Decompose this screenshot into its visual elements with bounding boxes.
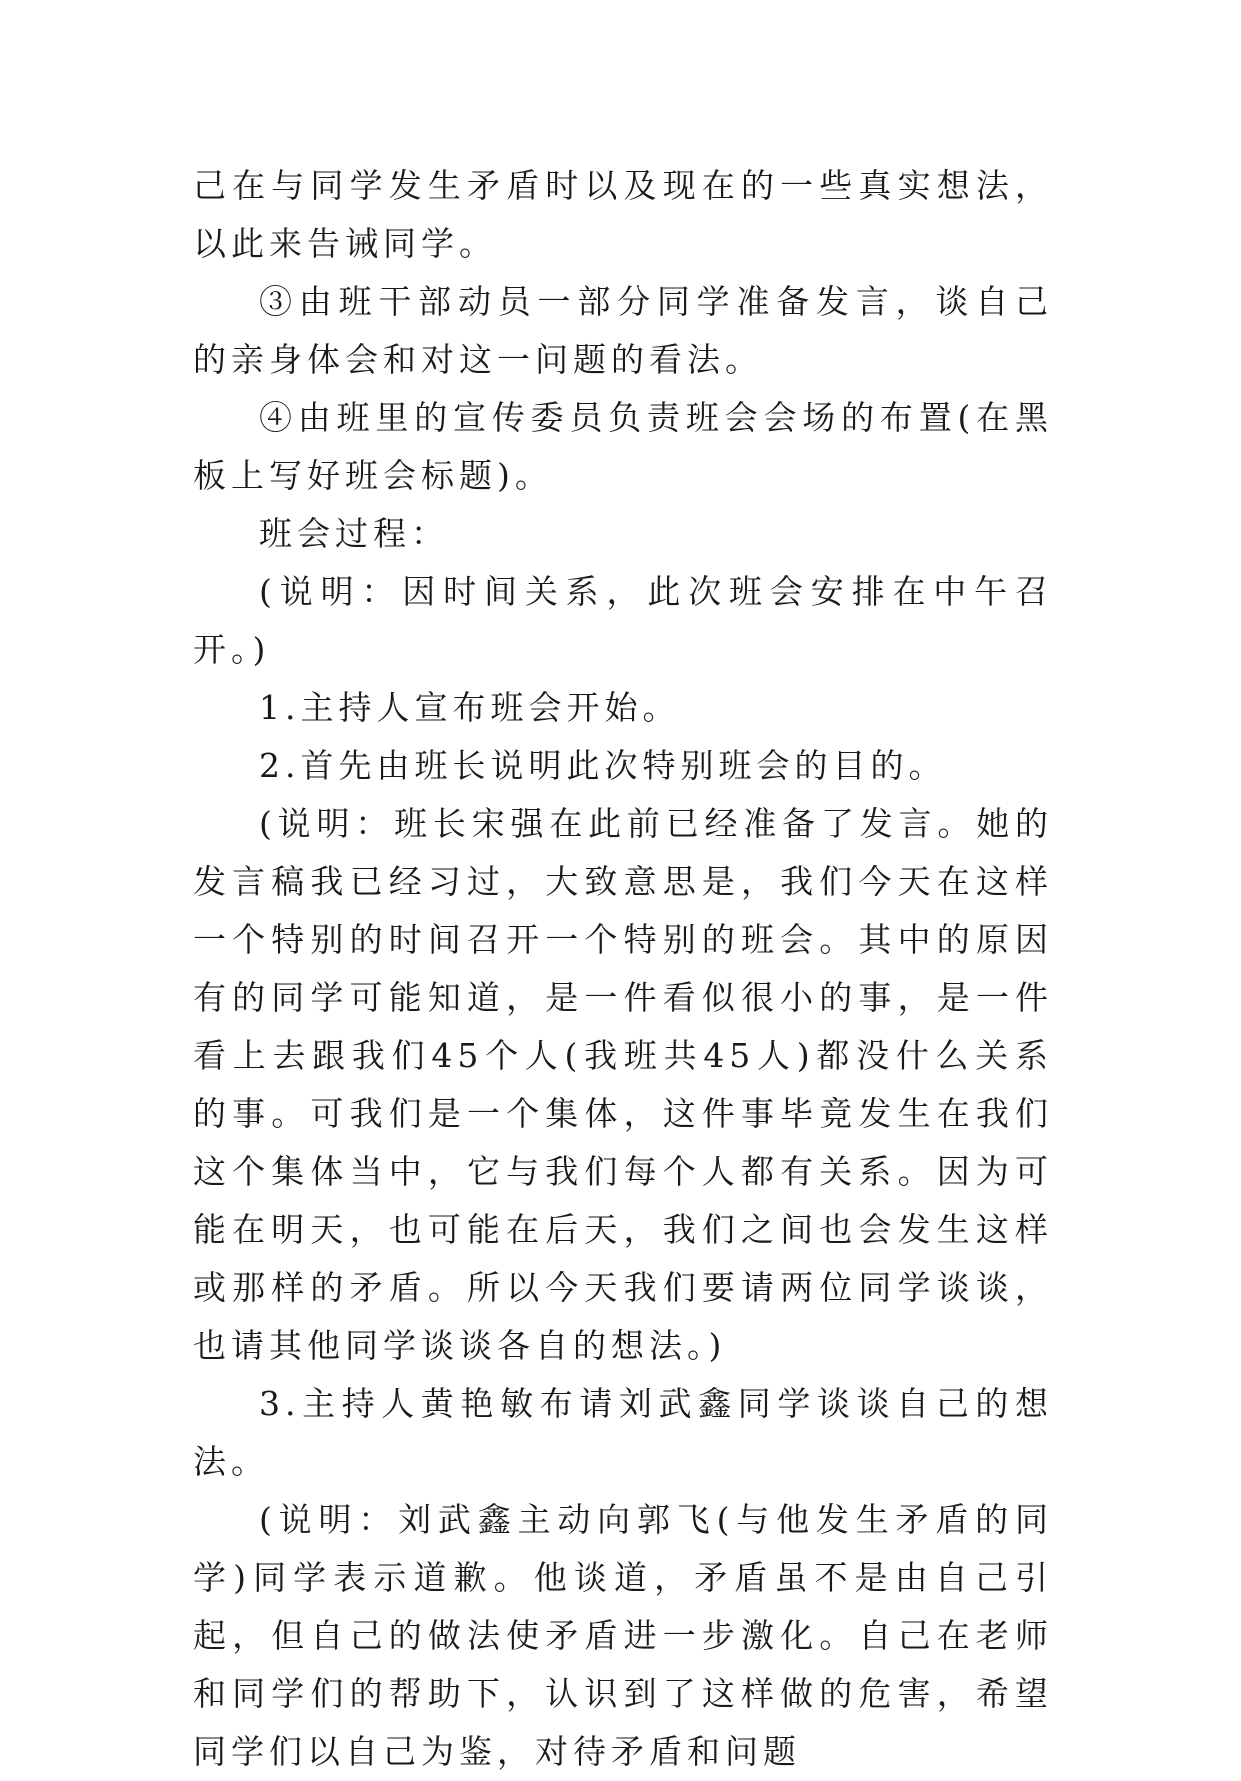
document-page bbox=[193, 157, 1053, 1781]
paragraph-note-apology: (说明：刘武鑫主动向郭飞(与他发生矛盾的同学)同学表示道歉。他谈道，矛盾虽不是由自己引起，但自己的做法使矛盾进一步激化。自己在老师和同学们的帮助下，认识到了这样做的危害，希望同学们以自己为鉴，对待矛盾和问题 bbox=[193, 1500, 1053, 1771]
paragraph-note-monitor-speech: (说明：班长宋强在此前已经准备了发言。她的发言稿我已经习过，大致意思是，我们今天在这样一个特别的时间召开一个特别的班会。其中的原因有的同学可能知道，是一件看似很小的事，是一件看上去跟我们45个人(我班共45人)都没什么关系的事。可我们是一个集体，这件事毕竟发生在我们这个集体当中，它与我们每个人都有关系。因为可能在明天，也可能在后天，我们之间也会发生这样或那样的矛盾。所以今天我们要请两位同学谈谈，也请其他同学谈谈各自的想法。) bbox=[193, 804, 1053, 1365]
paragraph-step-2: 2.首先由班长说明此次特别班会的目的。 bbox=[259, 746, 947, 785]
paragraph-step-3: 3.主持人黄艳敏布请刘武鑫同学谈谈自己的想法。 bbox=[193, 1384, 1053, 1481]
paragraph-continuation: 己在与同学发生矛盾时以及现在的一些真实想法，以此来告诫同学。 bbox=[193, 166, 1053, 263]
paragraph-step-1: 1.主持人宣布班会开始。 bbox=[259, 688, 681, 727]
section-heading-meeting-process: 班会过程： bbox=[259, 514, 449, 553]
paragraph-item-4: ④由班里的宣传委员负责班会会场的布置(在黑板上写好班会标题)。 bbox=[193, 398, 1053, 495]
paragraph-item-3: ③由班干部动员一部分同学准备发言，谈自己的亲身体会和对这一问题的看法。 bbox=[193, 282, 1053, 379]
paragraph-note-time: (说明：因时间关系，此次班会安排在中午召开。) bbox=[193, 572, 1053, 669]
